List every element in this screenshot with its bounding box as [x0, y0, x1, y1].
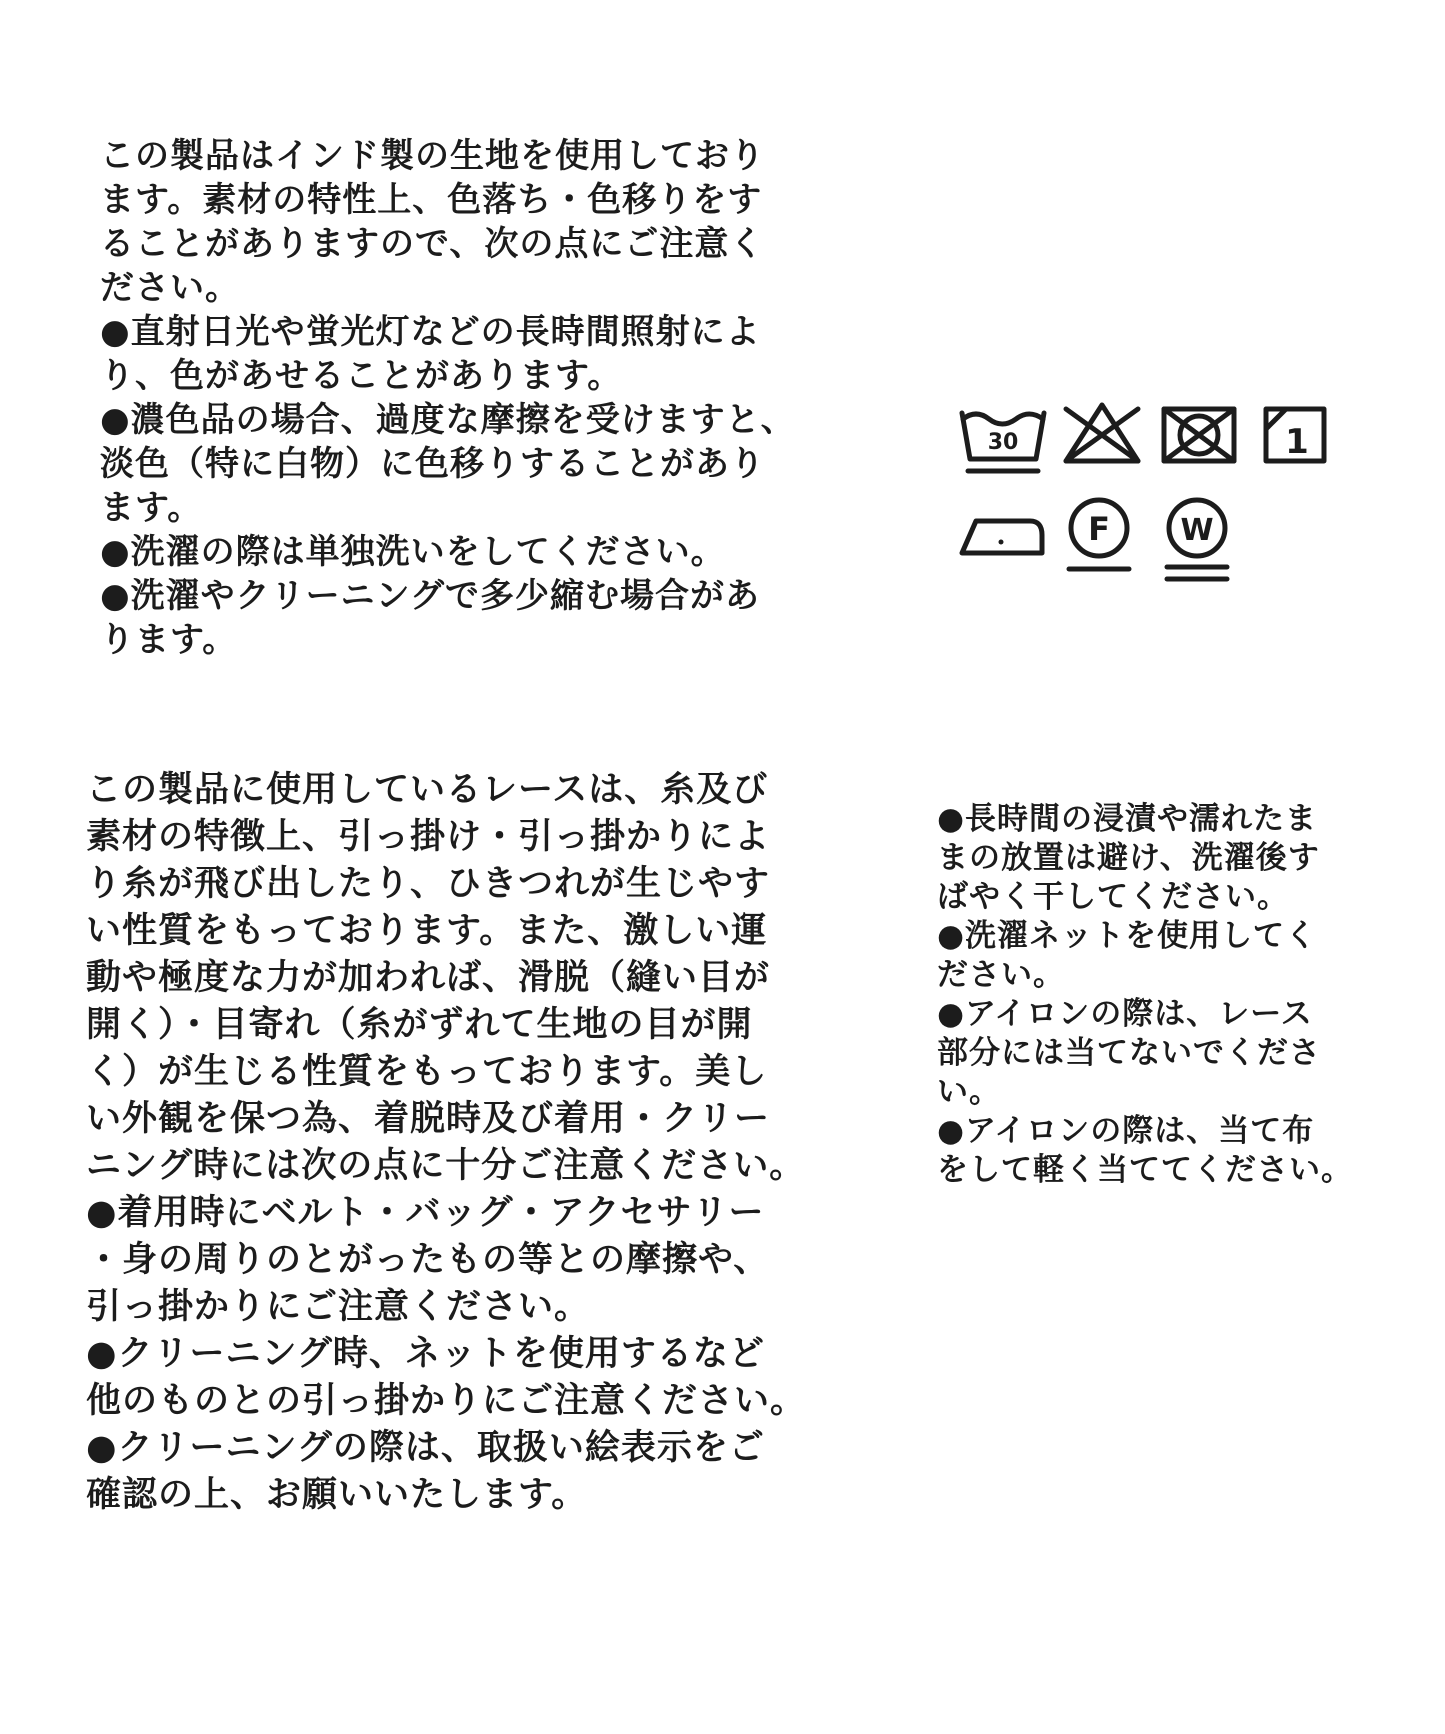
notice-line: ださい。: [100, 268, 240, 308]
notice-line: ることがありますので、次の点にご注意く: [100, 224, 765, 264]
notice-line: 淡色（特に白物）に色移りすることがあり: [100, 444, 765, 484]
lace-notice: [86, 767, 806, 1519]
notice-line: 引っ掛かりにご注意ください。: [86, 1287, 591, 1327]
notice-line: ださい。: [937, 957, 1065, 993]
notice-line: 動や極度な力が加われば、滑脱（縫い目が: [86, 958, 771, 998]
care-symbols: [950, 395, 1350, 595]
notice-line: ●濃色品の場合、過度な摩擦を受けますと、: [100, 400, 796, 440]
notice-line: ●洗濯の際は単独洗いをしてください。: [100, 532, 726, 572]
notice-line: ります。: [100, 620, 238, 660]
notice-line: 他のものとの引っ掛かりにご注意ください。: [86, 1381, 807, 1421]
notice-line: ●直射日光や蛍光灯などの長時間照射によ: [100, 312, 761, 352]
notice-line: 確認の上、お願いいたします。: [86, 1475, 588, 1515]
no-bleach-icon: [1066, 405, 1138, 461]
notice-line: ニング時には次の点に十分ご注意ください。: [86, 1146, 806, 1186]
notice-line: をして軽く当ててください。: [937, 1152, 1353, 1188]
wash-temperature-label: 30: [987, 430, 1019, 455]
notice-line: り糸が飛び出したり、ひきつれが生じやす: [86, 864, 771, 904]
notice-line: この製品はインド製の生地を使用しており: [100, 136, 765, 176]
line-dry-shade-icon: [1266, 409, 1324, 462]
notice-line: 部分には当てないでくださ: [937, 1035, 1321, 1071]
notice-line: ●着用時にベルト・バッグ・アクセサリー: [86, 1193, 765, 1233]
notice-line: まの放置は避け、洗濯後す: [937, 840, 1320, 876]
notice-line: ・身の周りのとがったもの等との摩擦や、: [86, 1240, 770, 1280]
notice-line: い。: [937, 1074, 1001, 1110]
dry-clean-label: F: [1088, 510, 1110, 548]
notice-line: ●アイロンの際は、レース: [937, 996, 1313, 1032]
notice-line: 素材の特徴上、引っ掛け・引っ掛かりによ: [86, 817, 771, 857]
notice-line: この製品に使用しているレースは、糸及び: [86, 770, 769, 810]
notice-line: ●クリーニング時、ネットを使用するなど: [86, 1334, 765, 1374]
notice-line: く）が生じる性質をもっております。美し: [86, 1052, 768, 1092]
india-fabric-notice: [100, 134, 796, 662]
notice-line: ●洗濯ネットを使用してく: [937, 918, 1318, 954]
notice-line: り、色があせることがあります。: [100, 356, 623, 396]
washing-notice: [937, 800, 1353, 1190]
notice-line: ●長時間の浸漬や濡れたま: [937, 801, 1318, 837]
no-tumble-dry-icon: [1164, 409, 1234, 461]
notice-line: ます。素材の特性上、色落ち・色移りをす: [100, 180, 763, 220]
line-dry-label: 1: [1285, 422, 1309, 462]
notice-line: ●アイロンの際は、当て布: [937, 1113, 1315, 1149]
notice-line: い外観を保つ為、着脱時及び着用・クリー: [86, 1099, 771, 1139]
notice-line: 開く）・目寄れ（糸がずれて生地の目が開: [86, 1005, 753, 1045]
professional-wet-clean-w-icon: [1167, 500, 1227, 579]
wet-clean-label: W: [1180, 513, 1214, 548]
notice-line: ●クリーニングの際は、取扱い絵表示をご: [86, 1428, 765, 1468]
wash-tub-30-icon: [962, 413, 1044, 471]
notice-line: い性質をもっております。また、激しい運: [86, 911, 768, 951]
notice-line: ●洗濯やクリーニングで多少縮む場合があ: [100, 576, 760, 616]
professional-dry-clean-f-icon: [1069, 500, 1129, 569]
notice-line: ます。: [100, 488, 203, 528]
notice-line: ばやく干してください。: [937, 879, 1289, 915]
iron-low-icon: [962, 521, 1042, 553]
